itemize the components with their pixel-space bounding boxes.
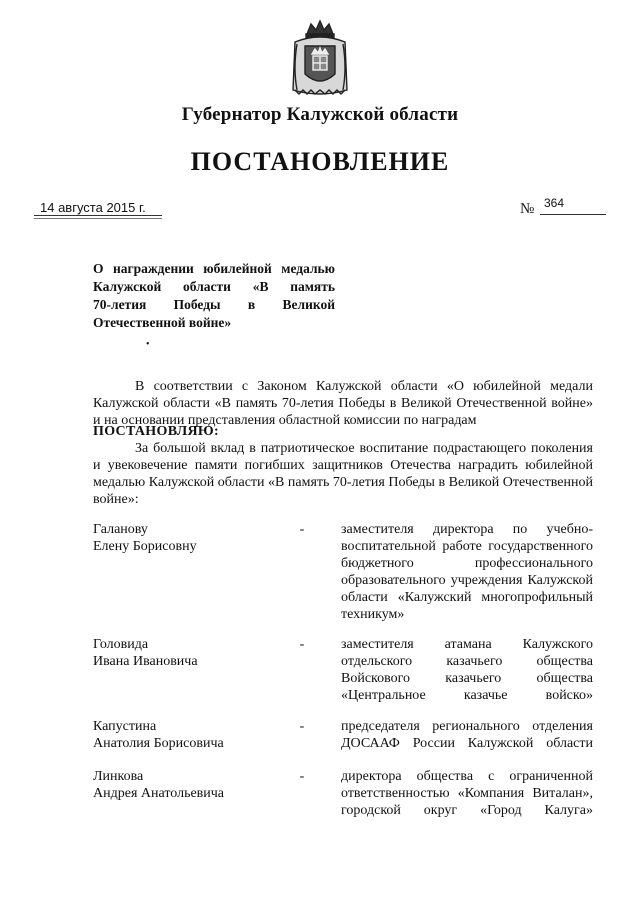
awardee-given-names: Андрея Анатольевича [93, 786, 225, 801]
subject-line: Калужской области «В память [93, 279, 335, 294]
awardee-surname: Галанову [93, 522, 148, 537]
preamble-paragraph: В соответствии с Законом Калужской области «О юбилейной медали Калужской области «В память 70-летия Победы в Великой Отечественной войне» и на основании представления областной комиссии по наградам [93, 379, 593, 428]
awardee-surname: Капустина [93, 719, 157, 734]
awardee-name [93, 636, 283, 670]
document-number: 364 [544, 196, 565, 210]
awardee-surname: Головида [93, 637, 149, 652]
document-type: ПОСТАНОВЛЕНИЕ [190, 147, 450, 176]
document-subject [93, 260, 335, 332]
awardee-dash: - [299, 522, 305, 537]
awardee-given-names: Анатолия Борисовича [93, 736, 224, 751]
resolve-heading: ПОСТАНОВЛЯЮ: [93, 424, 219, 439]
awardee-given-names: Елену Борисовну [93, 539, 197, 554]
awardee-position: заместителя директора по учебно-воспитательной работе государственного бюджетного профессионального образовательного учреждения Калужской области «Калужский многопрофильный техникум» [341, 522, 593, 622]
authority-title: Губернатор Калужской области [181, 104, 459, 125]
stray-mark: • [146, 339, 150, 350]
awardee-given-names: Ивана Ивановича [93, 654, 198, 669]
awardee-surname: Линкова [93, 769, 144, 784]
date-underline [34, 215, 162, 216]
awardee-position: председателя регионального отделения ДОСААФ России Калужской области [341, 719, 593, 751]
date-underline-secondary [34, 218, 162, 219]
decision-paragraph: За большой вклад в патриотическое воспитание подрастающего поколения и увековечение памяти погибших защитников Отечества наградить юбилейной медалью Калужской области «В память 70-летия Победы в Великой Отечественной войне»: [93, 441, 593, 507]
subject-line: Отечественной войне» [93, 315, 232, 330]
number-label: № [520, 201, 535, 217]
number-underline [540, 214, 606, 215]
subject-line: 70-летия Победы в Великой [93, 297, 335, 312]
document-date: 14 августа 2015 г. [40, 200, 146, 215]
coat-of-arms-emblem [287, 18, 353, 98]
awardee-position: заместителя атамана Калужского отдельского казачьего общества Войскового казачьего общества «Центральное казачье войско» [341, 637, 593, 703]
awardee-dash: - [299, 769, 305, 784]
awardee-dash: - [299, 719, 305, 734]
awardee-name [93, 718, 283, 752]
awardee-dash: - [299, 637, 305, 652]
subject-line: О награждении юбилейной медалью [93, 261, 335, 276]
awardee-name [93, 768, 283, 802]
awardee-position: директора общества с ограниченной ответственностью «Компания Виталан», городской округ «Город Калуга» [341, 769, 593, 818]
awardee-name [93, 521, 283, 555]
